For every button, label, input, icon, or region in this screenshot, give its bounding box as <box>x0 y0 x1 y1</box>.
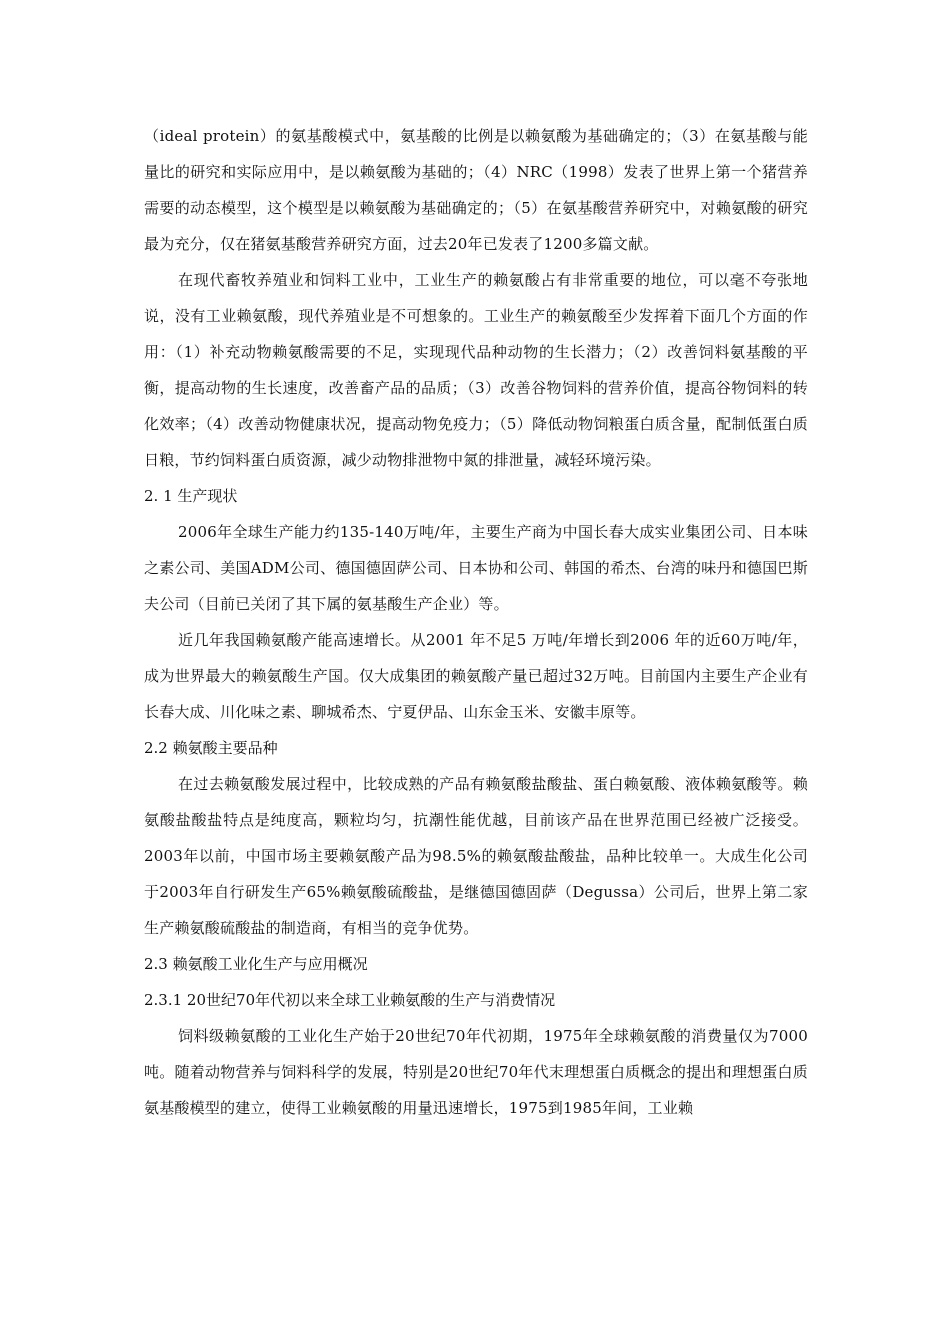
paragraph-feed-grade-lysine-history: 饲料级赖氨酸的工业化生产始于20世纪70年代初期，1975年全球赖氨酸的消费量仅为7000吨。随着动物营养与饲料科学的发展，特别是20世纪70年代末理想蛋白质概念的提出和理想蛋白质氨基酸模型的建立，使得工业赖氨酸的用量迅速增长，1975到1985年间，工业赖 <box>144 1027 808 1117</box>
paragraph-lysine-varieties: 在过去赖氨酸发展过程中，比较成熟的产品有赖氨酸盐酸盐、蛋白赖氨酸、液体赖氨酸等。赖氨酸盐酸盐特点是纯度高，颗粒均匀，抗潮性能优越，目前该产品在世界范围已经被广泛接受。2003年以前，中国市场主要赖氨酸产品为98.5%的赖氨酸盐酸盐，品种比较单一。大成生化公司于2003年自行研发生产65%赖氨酸硫酸盐，是继德国德固萨（Degussa）公司后，世界上第二家生产赖氨酸硫酸盐的制造商，有相当的竞争优势。 <box>144 775 808 937</box>
document-page <box>144 118 808 1126</box>
section-heading-2-3-1: 2.3.1 20世纪70年代初以来全球工业赖氨酸的生产与消费情况 <box>144 991 556 1009</box>
section-heading-2-3: 2.3 赖氨酸工业化生产与应用概况 <box>144 955 368 973</box>
paragraph-industrial-lysine-role: 在现代畜牧养殖业和饲料工业中，工业生产的赖氨酸占有非常重要的地位，可以毫不夸张地说，没有工业赖氨酸，现代养殖业是不可想象的。工业生产的赖氨酸至少发挥着下面几个方面的作用：（1）补充动物赖氨酸需要的不足，实现现代品种动物的生长潜力；（2）改善饲料氨基酸的平衡，提高动物的生长速度，改善畜产品的品质；（3）改善谷物饲料的营养价值，提高谷物饲料的转化效率；（4）改善动物健康状况，提高动物免疫力；（5）降低动物饲粮蛋白质含量，配制低蛋白质日粮，节约饲料蛋白质资源，减少动物排泄物中氮的排泄量，减轻环境污染。 <box>144 271 808 469</box>
paragraph-ideal-protein: （ideal protein）的氨基酸模式中，氨基酸的比例是以赖氨酸为基础确定的；（3）在氨基酸与能量比的研究和实际应用中，是以赖氨酸为基础的；（4）NRC（1998）发表了世界上第一个猪营养需要的动态模型，这个模型是以赖氨酸为基础确定的；（5）在氨基酸营养研究中，对赖氨酸的研究最为充分，仅在猪氨基酸营养研究方面，过去20年已发表了1200多篇文献。 <box>144 127 808 253</box>
section-heading-2-2: 2.2 赖氨酸主要品种 <box>144 739 278 757</box>
paragraph-china-capacity: 近几年我国赖氨酸产能高速增长。从2001 年不足5 万吨/年增长到2006 年的近60万吨/年，成为世界最大的赖氨酸生产国。仅大成集团的赖氨酸产量已超过32万吨。目前国内主要生产企业有长春大成、川化味之素、聊城希杰、宁夏伊品、山东金玉米、安徽丰原等。 <box>144 631 808 721</box>
paragraph-global-capacity: 2006年全球生产能力约135-140万吨/年，主要生产商为中国长春大成实业集团公司、日本味之素公司、美国ADM公司、德国德固萨公司、日本协和公司、韩国的希杰、台湾的味丹和德国巴斯夫公司（目前已关闭了其下属的氨基酸生产企业）等。 <box>144 523 808 613</box>
section-heading-2-1: 2. 1 生产现状 <box>144 487 238 505</box>
